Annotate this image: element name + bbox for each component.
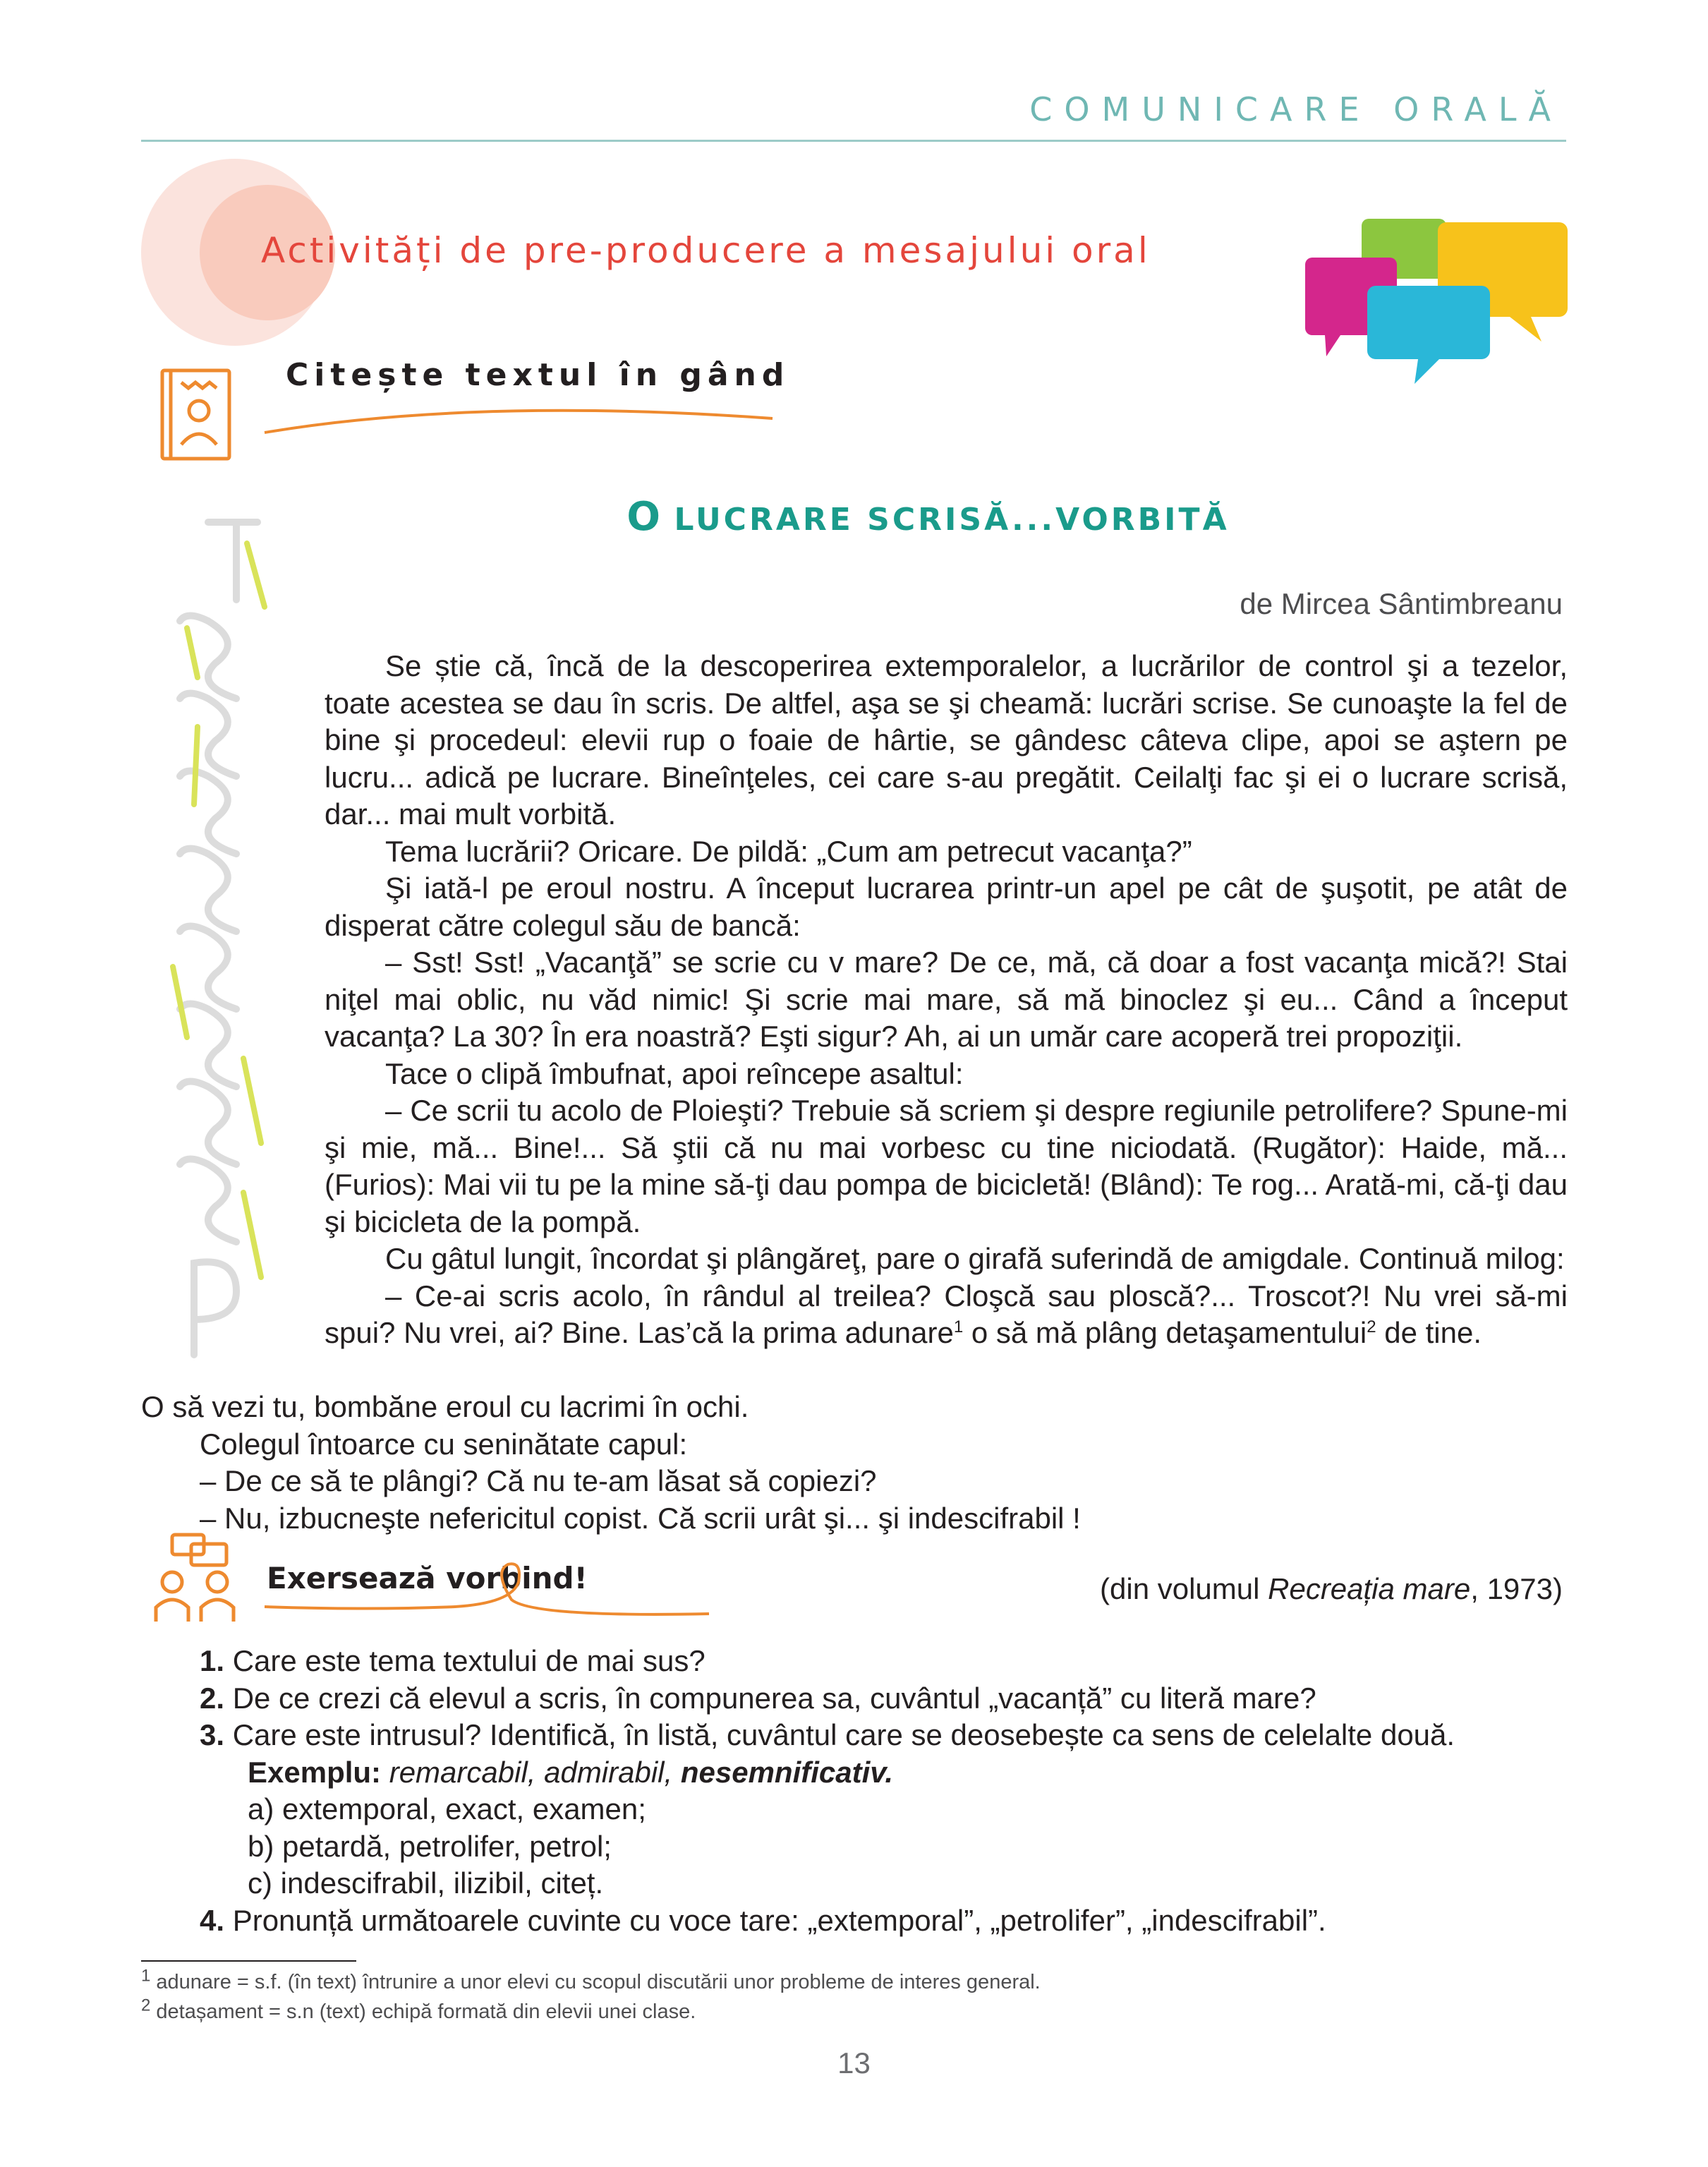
- underline-swash: [261, 1556, 713, 1619]
- page-number: 13: [837, 2046, 871, 2080]
- footnote-text: adunare = s.f. (în text) întrunire a unor elevi cu scopul discutării unor probleme de interes general.: [150, 1971, 1041, 1993]
- question-number: 1.: [200, 1644, 225, 1677]
- question-item: [200, 1902, 1575, 1940]
- footnote-divider: [141, 1960, 356, 1962]
- story-text: de tine.: [1376, 1316, 1482, 1349]
- footnote: [141, 1997, 1041, 2027]
- questions-list: [200, 1643, 1575, 1939]
- question-number: 3.: [200, 1718, 225, 1751]
- story-paragraph: – De ce să te plângi? Că nu te-am lăsat să copiezi?: [200, 1464, 877, 1497]
- footnote: [141, 1967, 1041, 1997]
- story-paragraph: [325, 1278, 1568, 1352]
- question-item: [200, 1717, 1575, 1754]
- footnote-text: detașament = s.n (text) echipă formată din elevii unei clase.: [150, 2000, 696, 2023]
- header-divider: [141, 140, 1566, 142]
- exercise-title: Exersează vorbind!: [267, 1561, 588, 1595]
- question-text: Care este tema textului de mai sus?: [224, 1644, 705, 1677]
- reading-instruction: Citește textul în gând: [286, 357, 790, 393]
- story-continuation: [141, 1389, 1587, 1537]
- source-book: Recreația mare: [1268, 1572, 1471, 1605]
- question-text: Pronunță următoarele cuvinte cu voce tare: „extemporal”, „petrolifer”, „indescifrabil”.: [224, 1903, 1326, 1937]
- story-title-initial: O: [626, 494, 660, 540]
- story-paragraph: O să vezi tu, bombăne eroul cu lacrimi în ochi.: [141, 1390, 749, 1423]
- question-number: 4.: [200, 1903, 225, 1937]
- question-text: Care este intrusul? Identifică, în listă, cuvântul care se deosebește ca sens de celelalte două.: [224, 1718, 1455, 1751]
- pssst-decoration: [145, 515, 286, 1362]
- option-item: b) petardă, petrolifer, petrol;: [248, 1829, 612, 1863]
- footnote-mark: 1: [141, 1966, 151, 1986]
- story-title-rest: LUCRARE SCRISĂ...VORBITĂ: [674, 502, 1230, 538]
- example-line: [200, 1754, 1575, 1792]
- story-title: [0, 494, 1708, 540]
- story-paragraph: – Sst! Sst! „Vacanţă” se scrie cu v mare? De ce, mă, că doar a fost vacanţa mică?! Stai niţel mai oblic, nu văd nimic! Şi scrie mai mare, să mă binoclez şi eu... Când a început vacanţa? La 30? În era noastră? Eşti sigur? Ah, ai un umăr care acoperă trei propoziţii.: [325, 946, 1568, 1053]
- chapter-header: COMUNICARE ORALĂ: [1029, 90, 1563, 128]
- section-title: Activități de pre-producere a mesajului oral: [261, 230, 1151, 271]
- source-text: , 1973): [1470, 1572, 1563, 1605]
- story-paragraph: – Ce scrii tu acolo de Ploieşti? Trebuie să scriem şi despre regiunile petrolifere? Spune-mi şi mie, mă... Bine!... Să ştii că nu mai vorbesc cu tine niciodată. (Rugător): Haide, mă... (Furios): Mai vii tu pe la mine să-ţi dau pompa de bicicletă! (Blând): Te rog... Arată-mi, că-ţi dau şi bicicleta de la pompă.: [325, 1094, 1568, 1238]
- story-paragraph: Cu gâtul lungit, încordat şi plângăreţ, pare o girafă suferindă de amigdale. Continuă milog:: [385, 1242, 1565, 1275]
- story-text: – Ce-ai scris acolo, în rândul al treilea? Cloşcă sau ploscă?... Troscot?! Nu vrei să-mi spui? Nu vrei, ai? Bine. Las’că la prima adunare: [325, 1279, 1568, 1349]
- example-odd-word: nesemnificativ.: [680, 1755, 893, 1789]
- reading-book-icon: [157, 367, 234, 466]
- underline-swash: [261, 401, 776, 436]
- story-text: o să mă plâng detaşamentului: [963, 1316, 1367, 1349]
- option-item: a) extemporal, exact, examen;: [248, 1792, 646, 1825]
- story-author: de Mircea Sântimbreanu: [1240, 587, 1563, 620]
- footnote-ref: 1: [953, 1317, 964, 1336]
- footnote-ref: 2: [1367, 1317, 1376, 1336]
- story-paragraph: – Nu, izbucneşte nefericitul copist. Că scrii urât şi... şi indescifrabil !: [200, 1501, 1081, 1535]
- example-label: Exemplu:: [248, 1755, 382, 1789]
- footnotes: [141, 1967, 1041, 2027]
- story-paragraph: Colegul întoarce cu seninătate capul:: [200, 1427, 688, 1461]
- talking-people-icon: [152, 1531, 244, 1623]
- story-paragraph: Se știe că, încă de la descoperirea extemporalelor, a lucrărilor de control şi a tezelor, toate acestea se dau în scris. De altfel, aşa se şi cheamă: lucrări scrise. Se cunoaşte la fel de bine şi procedeul: elevii rup o foaie de hârtie, se gândesc câteva clipe, apoi se aştern pe lucru... adică pe lucrare. Bineînţeles, cei care s-au pregătit. Ceilalţi fac şi ei o lucrare scrisă, dar... mai mult vorbită.: [325, 649, 1568, 831]
- question-number: 2.: [200, 1681, 225, 1715]
- story-body: [325, 648, 1568, 1352]
- option-item: c) indescifrabil, ilizibil, citeț.: [248, 1866, 604, 1900]
- story-paragraph: Tace o clipă îmbufnat, apoi reîncepe asaltul:: [385, 1056, 964, 1090]
- speech-bubbles-icon: [1298, 205, 1573, 392]
- story-paragraph: Şi iată-l pe eroul nostru. A început lucrarea printr-un apel pe cât de şuşotit, pe atât de disperat către colegul său de bancă:: [325, 871, 1568, 942]
- source-text: (din volumul: [1100, 1572, 1268, 1605]
- story-source: [1100, 1572, 1563, 1606]
- example-words: remarcabil, admirabil,: [381, 1755, 681, 1789]
- question-text: De ce crezi că elevul a scris, în compunerea sa, cuvântul „vacanță” cu literă mare?: [224, 1681, 1316, 1715]
- story-paragraph: Tema lucrării? Oricare. De pildă: „Cum am petrecut vacanţa?”: [385, 834, 1192, 868]
- question-item: [200, 1643, 1575, 1680]
- footnote-mark: 2: [141, 1996, 151, 2015]
- question-item: [200, 1680, 1575, 1718]
